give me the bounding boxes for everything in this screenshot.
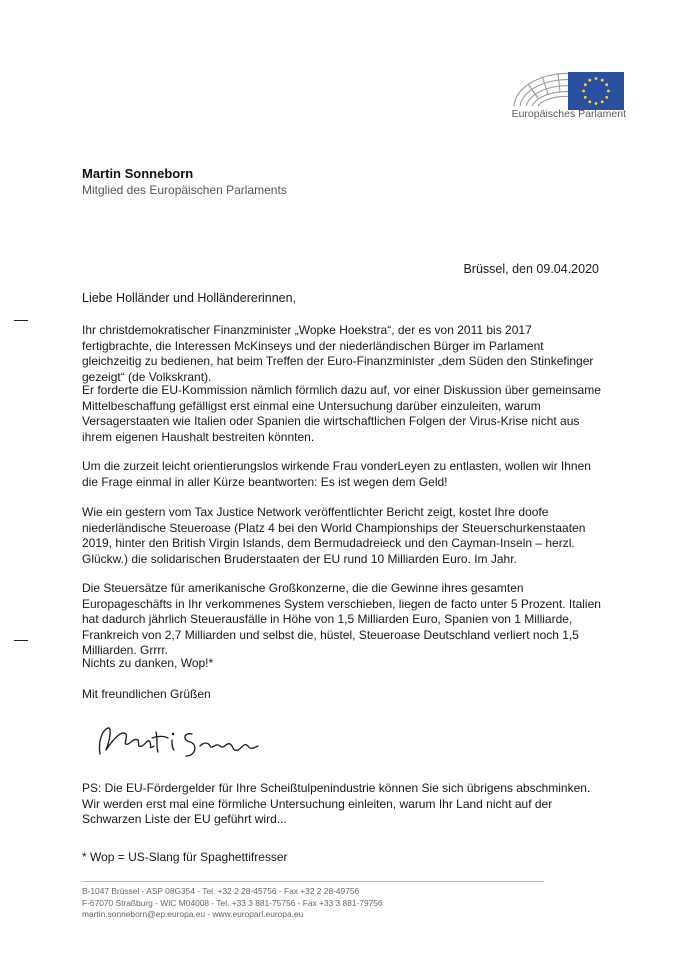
- closing-phrase: Mit freundlichen Grüßen: [82, 687, 211, 701]
- body-paragraph: Die Steuersätze für amerikanische Großkonzerne, die die Gewinne ihres gesamten Europageschäfts in Ihr verkommenes System verschieben, liegen de facto unter 5 Prozent. Italien hat dadurch jährlich Steuerausfälle in Höhe von 1,5 Milliarden Euro, Spanien von 1 Milliarde, Frankreich von 2,7 Milliarden und selbst die, hüstel, Steueroase Deutschland verliert noch 1,5 Milliarden. Grrrr.: [82, 581, 601, 658]
- postscript: PS: Die EU-Fördergelder für Ihre Scheißtulpenindustrie können Sie sich übrigens abschminken. Wir werden erst mal eine förmliche Untersuchung einleiten, warum Ihr Land nicht auf der Schwarzen Liste der EU geführt wird...: [82, 781, 591, 827]
- body-paragraph: Wie ein gestern vom Tax Justice Network veröffentlichter Bericht zeigt, kostet Ihre doofe niederländische Steueroase (Platz 4 bei den World Championships der Steuerschurkenstaaten 2019, hinter den British Virgin Islands, dem Bermudadreieck und den Cayman-Inseln – herzl. Glückw.) die solidarischen Bruderstaaten der EU rund 10 Milliarden Euro. Im Jahr.: [82, 505, 586, 566]
- footnote: * Wop = US-Slang für Spaghettifresser: [82, 850, 288, 864]
- footer-address-strasbourg: F-67070 Straßburg - WIC M04008 - Tel. +33 3 881-75756 - Fax +33 3 881-79756: [82, 897, 383, 908]
- body-paragraph: Er forderte die EU-Kommission nämlich förmlich dazu auf, vor einer Diskussion über gemeinsame Mittelbeschaffung gefälligst erst einmal eine Untersuchung darüber einzuleiten, warum Versagerstaaten wie Italien oder Spanien die wirtschaftlichen Folgen der Virus-Krise nicht aus ihrem eigenen Haushalt bestreiten könnten.: [82, 383, 601, 444]
- sender-role: Mitglied des Europäischen Parlaments: [82, 183, 287, 197]
- sign-off-remark: Nichts zu danken, Wop!*: [82, 656, 214, 670]
- salutation: Liebe Holländer und Holländererinnen,: [82, 291, 297, 305]
- footer-divider: [82, 881, 544, 882]
- sender-name: Martin Sonneborn: [82, 166, 194, 181]
- footer-email-web: martin.sonneborn@ep.europa.eu - www.europarl.europa.eu: [82, 909, 304, 920]
- institution-name: Europäisches Parlament: [511, 108, 626, 120]
- punch-mark: [14, 640, 28, 641]
- fold-mark: [14, 320, 28, 321]
- body-paragraph: Ihr christdemokratischer Finanzminister „Wopke Hoekstra“, der es von 2011 bis 2017 fertigbrachte, die Interessen McKinseys und der niederländischen Bürger im Parlament gleichzeitig zu bedienen, hat beim Treffen der Euro-Finanzminister „dem Süden den Stinkefinger gezeigt“ (de Volkskrant).: [82, 323, 594, 384]
- handwritten-signature: [92, 712, 262, 772]
- footer-contact: [82, 886, 383, 921]
- date-line: Brüssel, den 09.04.2020: [463, 262, 599, 276]
- body-paragraph: Um die zurzeit leicht orientierungslos wirkende Frau vonderLeyen zu entlasten, wollen wir Ihnen die Frage einmal in aller Kürze beantworten: Es ist wegen dem Geld!: [82, 459, 591, 489]
- footer-address-brussels: B-1047 Brüssel - ASP 08G354 - Tel. +32 2 28-45756 - Fax +32 2 28-49756: [82, 886, 360, 896]
